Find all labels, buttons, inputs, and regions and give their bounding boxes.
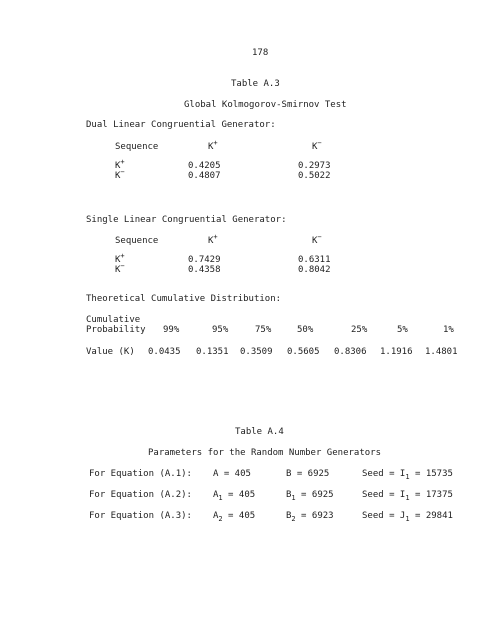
probability-label: Probability xyxy=(86,325,146,335)
single-col-kplus: K+ xyxy=(208,233,218,246)
single-row-1-kminus: 0.6311 xyxy=(298,255,331,265)
a4-row-1-seed: Seed = $I_1 = 15735$ xyxy=(362,469,453,481)
value-99: 0.0435 xyxy=(148,347,181,357)
theoretical-heading: Theoretical Cumulative Distribution: xyxy=(86,294,282,304)
a4-row-3-b: $B_2 = 6923$ xyxy=(286,511,334,523)
value-50: 0.5605 xyxy=(287,347,320,357)
a4-row-2-eq: For Equation (A.2): xyxy=(89,490,192,500)
table-a4-title: Table A.4 xyxy=(235,427,284,437)
single-row-2-label: K− xyxy=(115,262,125,275)
value-1: 1.4801 xyxy=(425,347,458,357)
dual-col-sequence: Sequence xyxy=(115,142,159,152)
a4-row-3-eq: For Equation (A.3): xyxy=(89,511,192,521)
single-heading: Single Linear Congruential Generator: xyxy=(86,215,287,225)
table-a4-subtitle: Parameters for the Random Number Generators xyxy=(148,448,381,458)
single-row-1-label: K+ xyxy=(115,252,125,265)
page-number: 178 xyxy=(252,48,269,58)
dual-heading: Dual Linear Congruential Generator: xyxy=(86,120,276,130)
prob-25: 25% xyxy=(351,325,368,335)
prob-75: 75% xyxy=(255,325,272,335)
dual-row-2-kplus: 0.4807 xyxy=(188,171,221,181)
value-95: 0.1351 xyxy=(196,347,229,357)
a4-row-2-a: $A_1 = 405$ xyxy=(213,490,256,502)
single-row-1-kplus: 0.7429 xyxy=(188,255,221,265)
table-a3-subtitle: Global Kolmogorov-Smirnov Test xyxy=(184,100,347,110)
value-label: Value (K) xyxy=(86,347,135,357)
dual-row-1-kplus: 0.4205 xyxy=(188,161,221,171)
a4-row-1-b: B = 6925 xyxy=(286,469,330,479)
prob-99: 99% xyxy=(163,325,180,335)
cumulative-label: Cumulative xyxy=(86,315,141,325)
value-25: 0.8306 xyxy=(334,347,367,357)
dual-col-kplus: K+ xyxy=(208,139,218,152)
dual-row-1-label: K+ xyxy=(115,158,125,171)
a4-row-3-a: $A_2 = 405$ xyxy=(213,511,256,523)
prob-5: 5% xyxy=(397,325,408,335)
value-5: 1.1916 xyxy=(380,347,413,357)
a4-row-2-seed: Seed = $I_1 = 17375$ xyxy=(362,490,453,502)
prob-50: 50% xyxy=(297,325,314,335)
prob-95: 95% xyxy=(212,325,229,335)
dual-row-2-kminus: 0.5022 xyxy=(298,171,331,181)
value-75: 0.3509 xyxy=(240,347,273,357)
dual-row-2-label: K− xyxy=(115,168,125,181)
a4-row-1-eq: For Equation (A.1): xyxy=(89,469,192,479)
table-a3-title: Table A.3 xyxy=(231,79,280,89)
single-col-sequence: Sequence xyxy=(115,236,159,246)
single-col-kminus: K− xyxy=(312,233,322,246)
single-row-2-kminus: 0.8042 xyxy=(298,265,331,275)
a4-row-2-b: $B_1 = 6925$ xyxy=(286,490,334,502)
single-row-2-kplus: 0.4358 xyxy=(188,265,221,275)
dual-row-1-kminus: 0.2973 xyxy=(298,161,331,171)
prob-1: 1% xyxy=(443,325,454,335)
dual-col-kminus: K− xyxy=(312,139,322,152)
a4-row-3-seed: Seed = $J_1 = 29841$ xyxy=(362,511,453,523)
a4-row-1-a: A = 405 xyxy=(213,469,251,479)
